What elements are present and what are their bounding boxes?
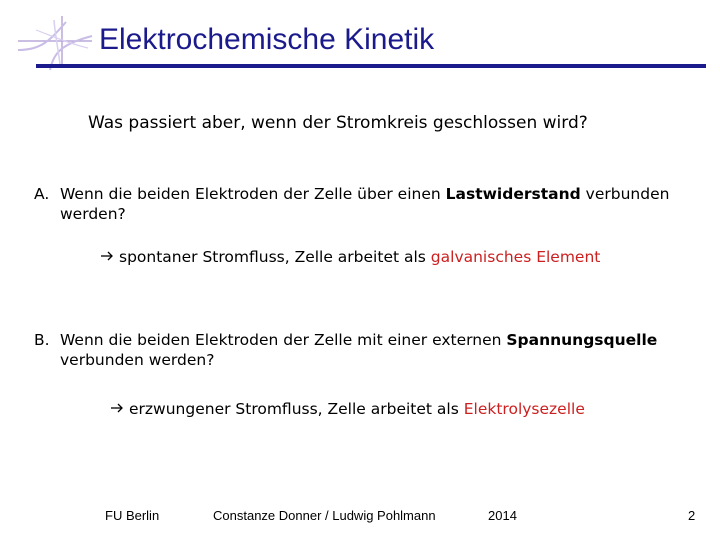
list-item-b bbox=[34, 330, 704, 370]
title-divider bbox=[36, 64, 706, 68]
consequence-b bbox=[110, 399, 585, 419]
list-item-a-text bbox=[34, 184, 704, 224]
consequence-b-highlight: Elektrolysezelle bbox=[463, 400, 585, 418]
question-text: Was passiert aber, wenn der Stromkreis geschlossen wird? bbox=[88, 113, 588, 133]
list-item-b-text-before: Wenn die beiden Elektroden der Zelle mit einer externen bbox=[60, 331, 507, 349]
list-item-a bbox=[34, 184, 704, 224]
list-item-a-text-after: verbunden werden? bbox=[60, 185, 670, 223]
list-item-b-text-after: verbunden werden? bbox=[60, 351, 215, 369]
consequence-a-highlight: galvanisches Element bbox=[430, 248, 601, 266]
list-marker-a: A. bbox=[34, 185, 50, 203]
footer-institution: FU Berlin bbox=[105, 508, 160, 523]
list-item-b-keyword: Spannungsquelle bbox=[506, 331, 658, 349]
list-item-a-keyword: Lastwiderstand bbox=[445, 185, 581, 203]
page-number: 2 bbox=[688, 508, 696, 523]
right-arrow-icon bbox=[100, 247, 114, 267]
list-marker-b: B. bbox=[34, 331, 50, 349]
footer-year: 2014 bbox=[488, 508, 517, 523]
consequence-a bbox=[100, 247, 600, 267]
consequence-a-text: spontaner Stromfluss, Zelle arbeitet als bbox=[119, 248, 431, 266]
page-title: Elektrochemische Kinetik bbox=[99, 23, 435, 56]
footer-authors: Constanze Donner / Ludwig Pohlmann bbox=[213, 508, 436, 523]
list-item-b-text bbox=[34, 330, 704, 370]
right-arrow-icon bbox=[110, 399, 124, 419]
consequence-b-text: erzwungener Stromfluss, Zelle arbeitet als bbox=[129, 400, 464, 418]
list-item-a-text-before: Wenn die beiden Elektroden der Zelle über einen bbox=[60, 185, 446, 203]
